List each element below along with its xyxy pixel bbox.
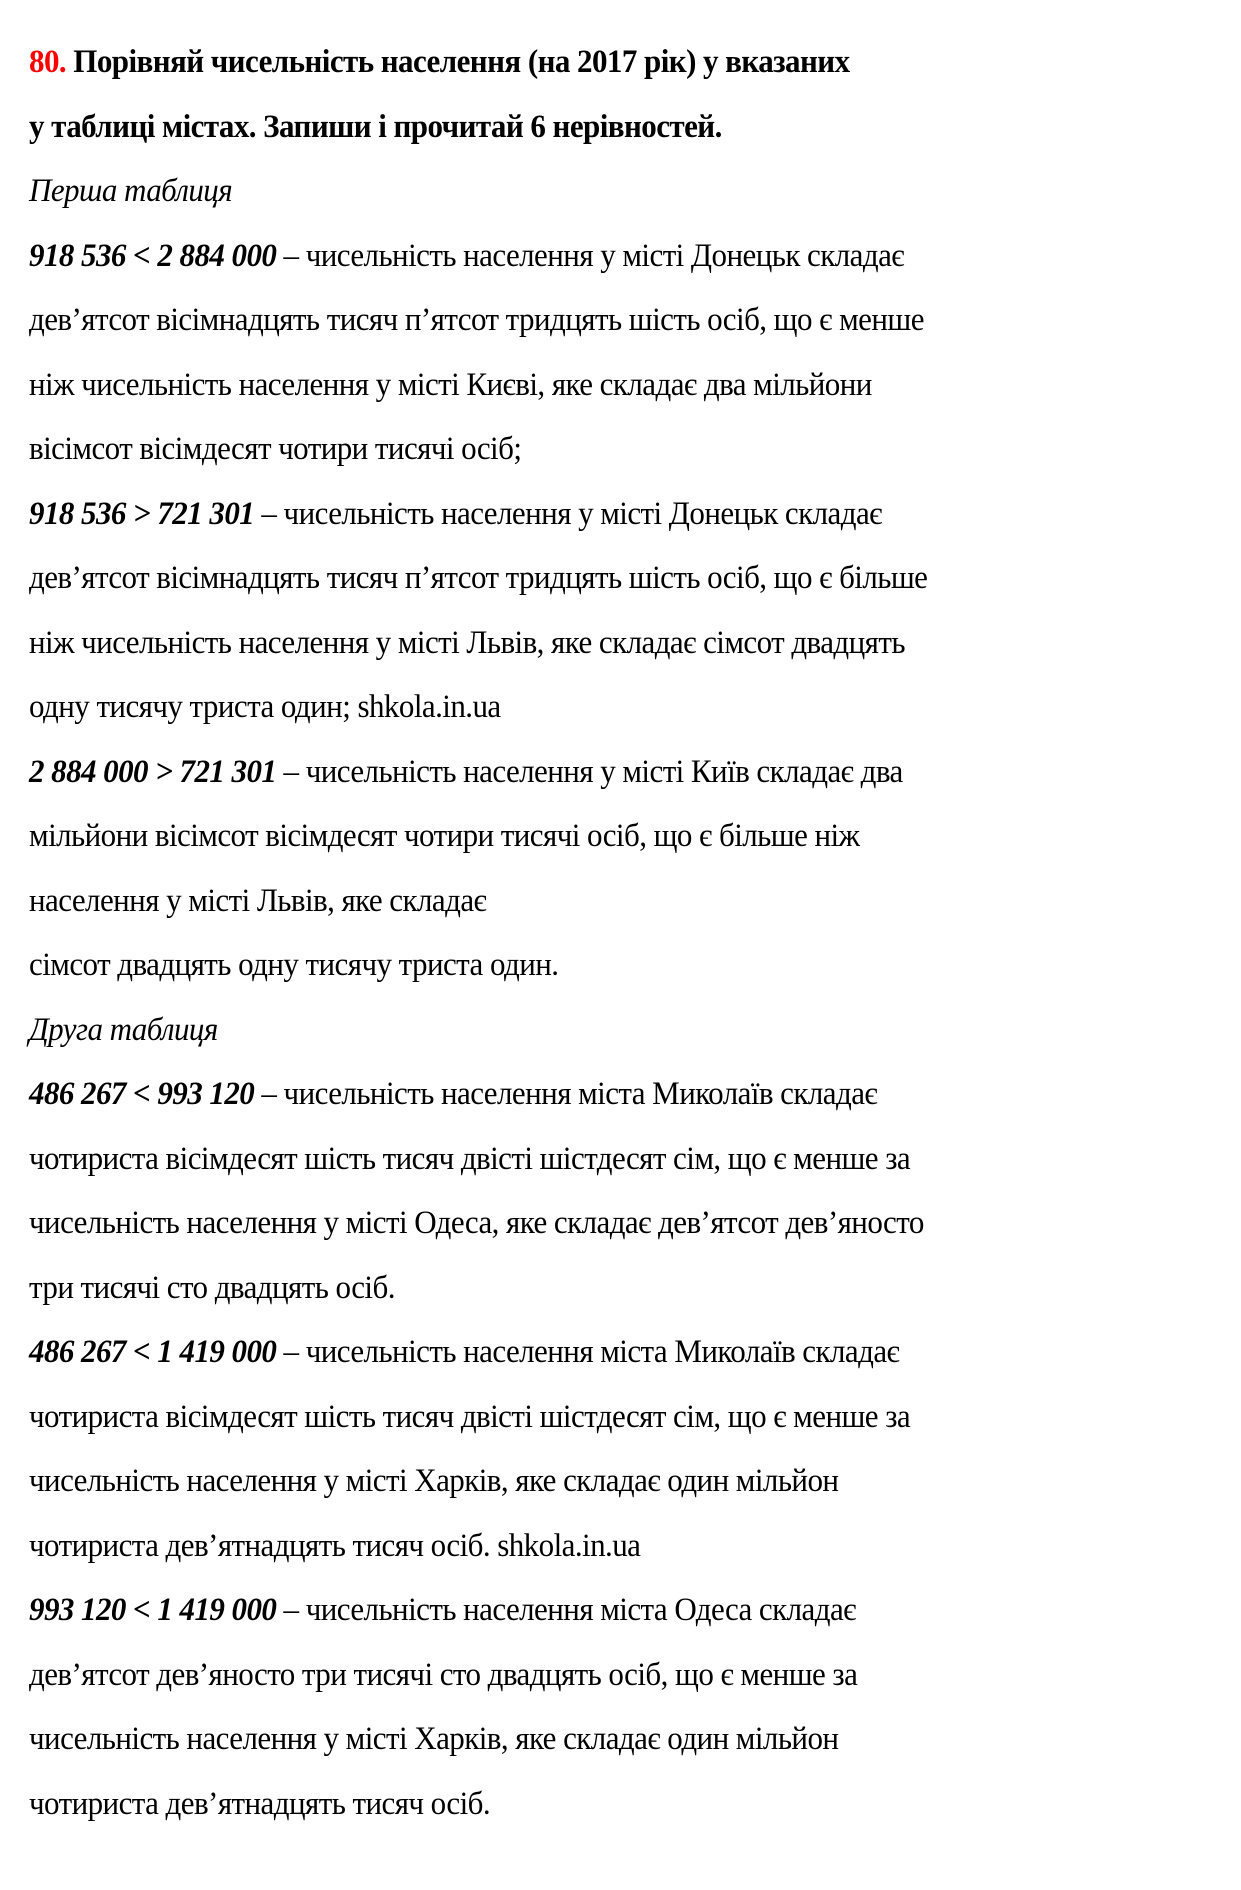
explanation-text: дев’ятсот вісімнадцять тисяч п’ятсот тридцять шість осіб, що є більше bbox=[29, 560, 928, 596]
document-page bbox=[29, 30, 1219, 1836]
inequality: 918 536 < 2 884 000 bbox=[29, 237, 277, 274]
inequality: 2 884 000 > 721 301 bbox=[29, 753, 277, 790]
explanation-text: одну тисячу триста один; shkola.in.ua bbox=[29, 689, 501, 725]
explanation-text: населення у місті Львів, яке складає bbox=[29, 882, 487, 919]
exercise-number: 80. bbox=[29, 44, 67, 80]
explanation-text: – чисельність населення у місті Донецьк складає bbox=[254, 495, 882, 532]
explanation-text: чотириста дев’ятнадцять тисяч осіб. bbox=[29, 1785, 491, 1822]
explanation-text: – чисельність населення міста Одеса складає bbox=[276, 1592, 856, 1628]
inequality: 486 267 < 993 120 bbox=[29, 1076, 255, 1112]
explanation-text: – чисельність населення міста Миколаїв складає bbox=[276, 1334, 900, 1370]
exercise-title-line-1 bbox=[29, 30, 1148, 95]
explanation-text: ніж чисельність населення у місті Києві, яке складає два мільйони bbox=[29, 366, 872, 403]
explanation-text: чотириста вісімдесят шість тисяч двісті шістдесят сім, що є менше за bbox=[29, 1398, 911, 1435]
explanation-text: сімсот двадцять одну тисячу триста один. bbox=[29, 947, 559, 983]
inequality: 918 536 > 721 301 bbox=[29, 495, 255, 532]
explanation-text: вісімсот вісімдесят чотири тисячі осіб; bbox=[29, 431, 522, 467]
explanation-text: три тисячі сто двадцять осіб. bbox=[29, 1269, 395, 1306]
inequality-item bbox=[29, 740, 1219, 998]
explanation-text: чисельність населення у місті Харків, яке складає один мільйон bbox=[29, 1463, 839, 1499]
explanation-text: мільйони вісімсот вісімдесят чотири тисячі осіб, що є більше ніж bbox=[29, 818, 860, 854]
inequality-item bbox=[29, 482, 1219, 740]
explanation-text: – чисельність населення у місті Київ складає два bbox=[276, 753, 903, 790]
explanation-text: дев’ятсот вісімнадцять тисяч п’ятсот тридцять шість осіб, що є менше bbox=[29, 302, 924, 338]
explanation-text: – чисельність населення у місті Донецьк складає bbox=[276, 237, 905, 274]
inequality-item bbox=[29, 1320, 1219, 1578]
inequality-item bbox=[29, 224, 1219, 482]
inequality: 486 267 < 1 419 000 bbox=[29, 1334, 277, 1370]
explanation-text: чотириста вісімдесят шість тисяч двісті шістдесят сім, що є менше за bbox=[29, 1140, 911, 1177]
exercise-title-line-2: у таблиці містах. Запиши і прочитай 6 нерівностей. bbox=[29, 108, 722, 145]
section-heading-second-table: Друга таблиця bbox=[29, 1011, 218, 1048]
explanation-text: ніж чисельність населення у місті Львів, яке складає сімсот двадцять bbox=[29, 624, 905, 661]
explanation-text: чисельність населення у місті Одеса, яке складає дев’ятсот дев’яносто bbox=[29, 1205, 924, 1241]
inequality: 993 120 < 1 419 000 bbox=[29, 1592, 277, 1628]
explanation-text: дев’ятсот дев’яносто три тисячі сто двадцять осіб, що є менше за bbox=[29, 1656, 858, 1693]
inequality-item bbox=[29, 1062, 1219, 1320]
explanation-text: чисельність населення у місті Харків, яке складає один мільйон bbox=[29, 1721, 839, 1757]
inequality-item bbox=[29, 1578, 1219, 1836]
exercise-title-text: Порівняй чисельність населення (на 2017 рік) у вказаних bbox=[66, 44, 850, 80]
section-heading-first-table: Перша таблиця bbox=[29, 173, 233, 209]
explanation-text: – чисельність населення міста Миколаїв складає bbox=[254, 1076, 878, 1112]
explanation-text: чотириста дев’ятнадцять тисяч осіб. shkola.in.ua bbox=[29, 1527, 641, 1564]
